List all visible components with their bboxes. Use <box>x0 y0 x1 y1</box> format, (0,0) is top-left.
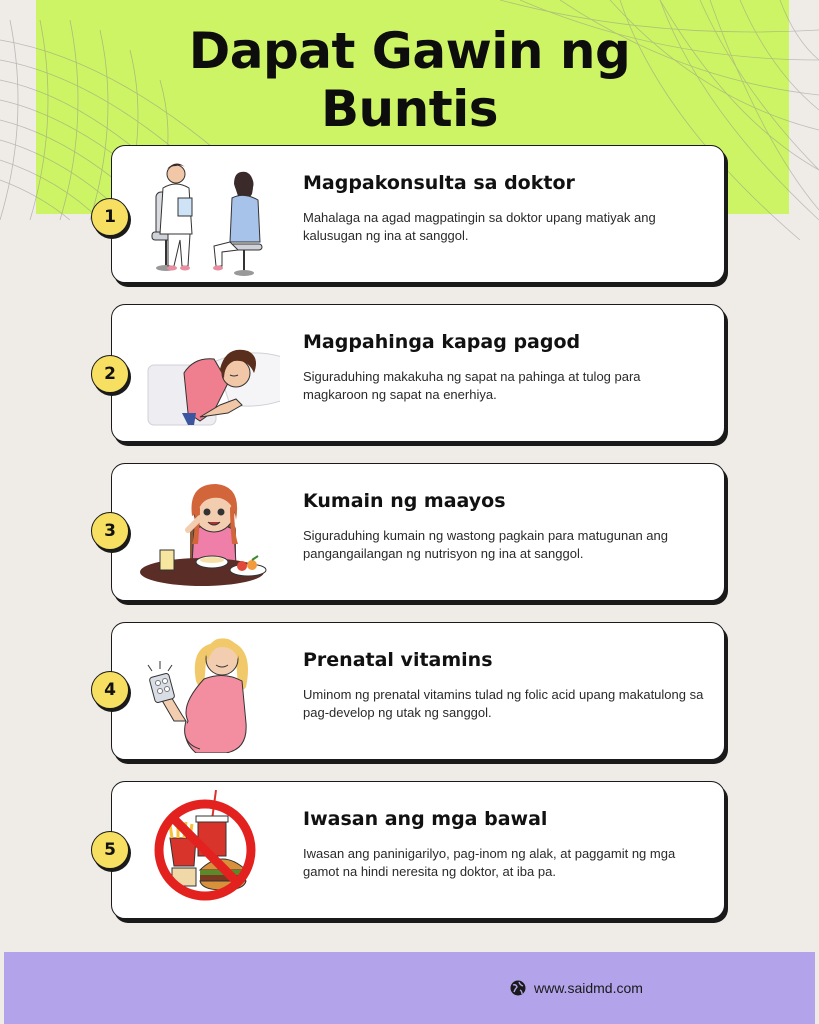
website-link[interactable] <box>510 976 643 1000</box>
step-card-5 <box>111 781 725 919</box>
step-description-4: Uminom ng prenatal vitamins tulad ng folic acid upang makatulong sa pag-develop ng utak ng sanggol. <box>303 687 704 720</box>
step-title-1: Magpakonsulta sa doktor <box>303 172 575 194</box>
step-card-2 <box>111 304 725 442</box>
globe-icon <box>510 980 526 996</box>
step-title-3: Kumain ng maayos <box>303 490 506 512</box>
step-title-5: Iwasan ang mga bawal <box>303 808 548 830</box>
step-badge-1: 1 <box>91 198 129 236</box>
page-title: Dapat Gawin ng Buntis <box>188 22 631 138</box>
website-text[interactable]: www.saidmd.com <box>534 980 643 996</box>
step-card-4 <box>111 622 725 760</box>
doctor-consultation-icon <box>130 154 280 276</box>
girl-eating-icon <box>130 472 280 594</box>
pregnant-woman-vitamins-icon <box>130 631 280 753</box>
step-description-1: Mahalaga na agad magpatingin sa doktor upang matiyak ang kalusugan ng ina at sanggol. <box>303 210 656 243</box>
step-title-4: Prenatal vitamins <box>303 649 493 671</box>
footer-bar <box>4 952 815 1024</box>
step-card-1 <box>111 145 725 283</box>
step-badge-4: 4 <box>91 671 129 709</box>
step-badge-2: 2 <box>91 355 129 393</box>
step-title-2: Magpahinga kapag pagod <box>303 331 581 353</box>
step-description-5: Iwasan ang paninigarilyo, pag-inom ng alak, at paggamit ng mga gamot na hindi neresita ng doktor, at iba pa. <box>303 846 676 879</box>
step-card-3 <box>111 463 725 601</box>
step-description-2: Siguraduhing makakuha ng sapat na pahinga at tulog para magkaroon ng sapat na enerhiya. <box>303 369 641 402</box>
step-badge-5: 5 <box>91 831 129 869</box>
step-description-3: Siguraduhing kumain ng wastong pagkain para matugunan ang pangangailangan ng nutrisyon ng ina at sanggol. <box>303 528 668 561</box>
sleeping-woman-icon <box>130 313 280 435</box>
no-junk-food-icon <box>130 790 280 912</box>
step-badge-3: 3 <box>91 512 129 550</box>
